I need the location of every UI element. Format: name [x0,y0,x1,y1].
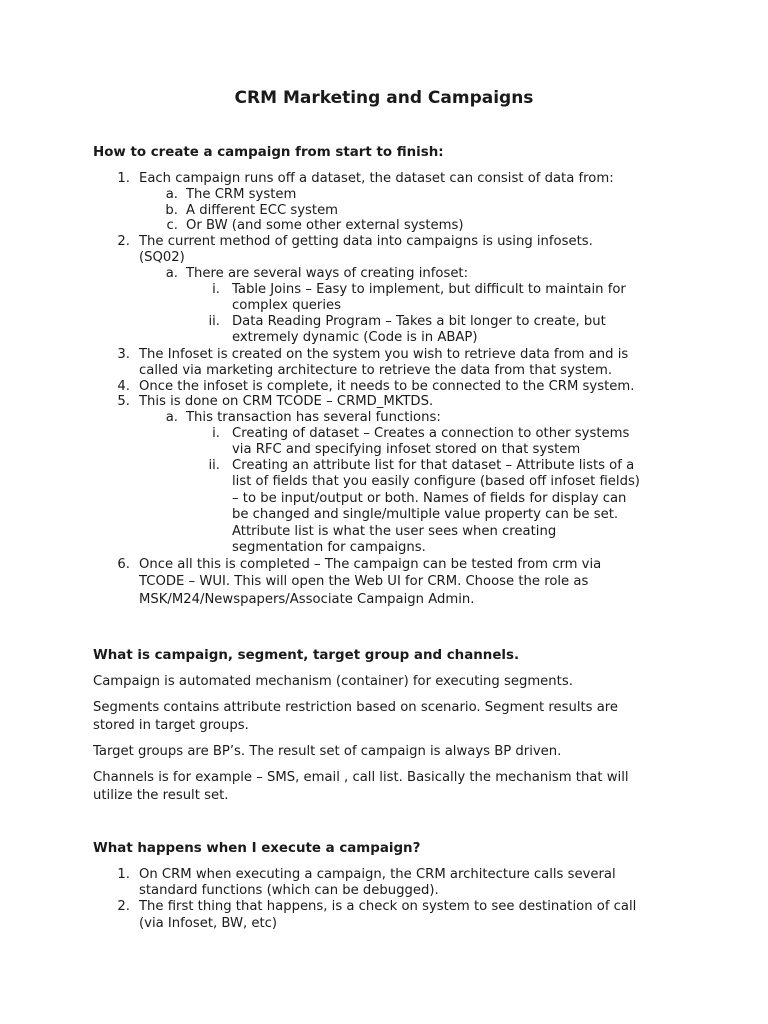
list-item-text: The current method of getting data into campaigns is using infosets. [139,234,593,249]
list-item-text: Each campaign runs off a dataset, the dataset can consist of data from: [139,171,614,186]
paragraph [93,770,693,804]
list-item-text: MSK/M24/Newspapers/Associate Campaign Admin. [139,592,475,607]
paragraph-line: stored in target groups. [93,718,249,733]
section-heading-campaign-definitions: What is campaign, segment, target group and channels. [93,648,520,663]
list-item-text: There are several ways of creating infoset: [186,266,469,281]
paragraph-line: Channels is for example – SMS, email , call list. Basically the mechanism that will [93,770,629,785]
list-item-text: Creating of dataset – Creates a connection to other systems [232,426,630,441]
paragraph-line: utilize the result set. [93,788,229,803]
list-item-text: segmentation for campaigns. [232,540,426,555]
list-item-text: This is done on CRM TCODE – CRMD_MKTDS. [139,394,434,409]
list-item-text: The Infoset is created on the system you wish to retrieve data from and is [139,347,629,362]
list-item-text: This transaction has several functions: [186,410,441,425]
list-item-text: Attribute list is what the user sees when creating [232,524,557,539]
paragraph [93,674,693,690]
list-item-text: On CRM when executing a campaign, the CRM architecture calls several [139,867,616,882]
list-item-text: – to be input/output or both. Names of fields for display can [232,491,627,506]
list-item-text: called via marketing architecture to retrieve the data from that system. [139,363,613,378]
document-page: CRM Marketing and Campaigns How to create a campaign from start to finish: 1. Each campaign runs off a dataset, the dataset can consist of data from: a. The CRM system b. A different ECC system c. Or BW (and some other external systems) 2. The current method of getting data into campaigns is using infosets. (SQ02) a. There are several ways of creating infoset: i. Table Joins – Easy to implement, but difficult to maintain for complex queries ii. Data Reading Program – Takes a bit longer to create, but extremely dynamic (Code is in ABAP) 3. The Infoset is created on the system you wish to retrieve data from and is called via marketing architecture to retrieve the data from that system. 4. Once the infoset is complete, it needs to be connected to the CRM system. 5. This is done on CRM TCODE – CRMD_MKTDS. a. This transaction has several functions: i. Creating of dataset – Creates a connection to other systems via RFC and specifying infoset stored on that system ii. Creating an attribute list for that dataset – Attribute lists of a list of fields that you easily configure (based off infoset fields) – to be input/output or both. Names of fields for display can be changed and single/multiple value property can be set. Attribute list is what the user sees when creating segmentation for campaigns. 6. Once all this is completed – The campaign can be tested from crm via TCODE – WUI. This will open the Web UI for CRM. Choose the role as MSK/M24/Newspapers/Associate Campaign Admin. What is campaign, segment, target group and channels. Campaign is automated mechanism (container) for executing segments. Segments contains attribute restriction based on scenario. Segment results are stored in target groups. Target groups are BP’s. The result set of campaign is always BP driven. Channels is for example – SMS, email , call list. Basically the mechanism that will utilize the result set. What happens when I execute a campaign? 1. On CRM when executing a campaign, the CRM architecture calls several standard functions (which can be debugged). 2. The first thing that happens, is a check on system to see destination of call (via Infoset, BW, etc) [0,0,768,1024]
section-heading-create-campaign: How to create a campaign from start to finish: [93,145,444,160]
list-item-text: (via Infoset, BW, etc) [139,916,278,931]
list-item-text: Once all this is completed – The campaign can be tested from crm via [139,557,602,572]
list-item-text: be changed and single/multiple value property can be set. [232,507,619,522]
list-item-text: Table Joins – Easy to implement, but difficult to maintain for [232,282,626,297]
list-item-text: Once the infoset is complete, it needs to be connected to the CRM system. [139,379,635,394]
paragraph [93,744,693,760]
list-item-text: TCODE – WUI. This will open the Web UI for CRM. Choose the role as [139,574,589,589]
list-item-text: (SQ02) [139,250,185,265]
list-item-text: complex queries [232,298,341,313]
list-item-text: via RFC and specifying infoset stored on that system [232,442,581,457]
list-item-text: The CRM system [186,187,297,202]
list-item-text: list of fields that you easily configure (based off infoset fields) [232,474,640,489]
list-item-text: Creating an attribute list for that dataset – Attribute lists of a [232,458,635,473]
section-heading-execute-campaign: What happens when I execute a campaign? [93,841,421,856]
paragraph-line: Campaign is automated mechanism (container) for executing segments. [93,674,573,689]
list-item-text: Or BW (and some other external systems) [186,218,464,233]
list-item-text: standard functions (which can be debugged). [139,883,439,898]
list-item-text: extremely dynamic (Code is in ABAP) [232,330,478,345]
document-title: CRM Marketing and Campaigns [234,88,534,108]
list-item-text: A different ECC system [186,203,339,218]
list-item-text: Data Reading Program – Takes a bit longer to create, but [232,314,606,329]
paragraph [93,700,693,734]
paragraph-line: Target groups are BP’s. The result set of campaign is always BP driven. [93,744,562,759]
paragraph-line: Segments contains attribute restriction based on scenario. Segment results are [93,700,619,715]
list-item-text: The first thing that happens, is a check on system to see destination of call [139,899,637,914]
